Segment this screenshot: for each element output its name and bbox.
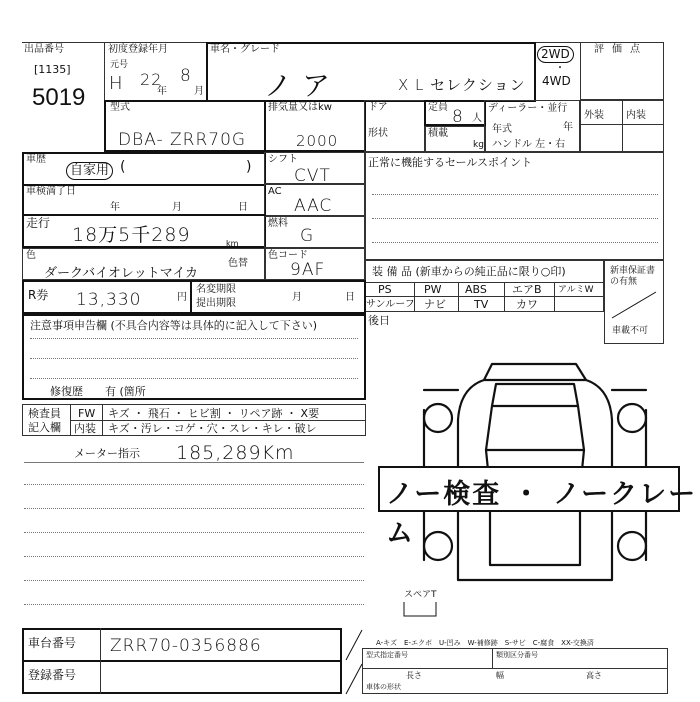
selling-points-label: 正常に機能するセールスポイント — [368, 156, 533, 169]
warranty-na: 車載不可 — [612, 326, 649, 336]
engine-value: 2000 — [296, 132, 339, 150]
inspection-day: 日 — [238, 202, 248, 213]
name-change-month: 月 — [292, 292, 302, 303]
color-code-value: 9AF — [290, 260, 326, 280]
handle-label: ハンドル 左・右 — [492, 139, 566, 150]
capacity-value: 8 — [452, 107, 464, 127]
shape-label: 形状 — [368, 128, 388, 139]
dealer-label: ディーラー・並行 — [488, 103, 568, 114]
drive-4wd: 4WD — [542, 74, 571, 88]
color-label: 色 — [26, 250, 36, 261]
inspector-label1: 検査員 — [28, 407, 61, 420]
mileage-unit: km — [226, 239, 239, 248]
class-label: 類別区分番号 — [496, 651, 538, 659]
spare-label: スペアT — [404, 590, 437, 600]
capacity-label: 定員 — [428, 102, 448, 113]
reg-month: 8 — [180, 66, 192, 86]
color-value: ダークバイオレットマイカ — [44, 266, 199, 281]
chassis-value: ZRR70-0356886 — [110, 636, 262, 656]
spare-bracket — [400, 600, 440, 620]
reg-month-unit: 月 — [194, 86, 204, 97]
vehicle-shape-label: 車体の形状 — [366, 683, 401, 691]
era-value: H — [109, 73, 124, 94]
model-value: DBA- ZRR70G — [118, 130, 247, 150]
dealer-year-label: 年式 — [492, 124, 512, 135]
equip-navi: ナビ — [424, 298, 446, 311]
score-label: 評価点 — [594, 44, 648, 55]
usage-paren-open: ( — [120, 159, 126, 175]
width-label: 幅 — [496, 671, 504, 680]
weight-unit: kg — [473, 140, 484, 150]
equip-pw: PW — [424, 283, 442, 296]
fuel-value: G — [300, 226, 315, 246]
capacity-unit: 人 — [472, 113, 482, 124]
warranty-cross — [608, 290, 660, 320]
usage-box — [22, 152, 266, 186]
mileage-label: 走行 — [26, 216, 51, 230]
name-change-label1: 名変期限 — [196, 284, 236, 295]
equip-airbag: エアB — [512, 283, 542, 296]
ac-label: AC — [268, 186, 282, 197]
model-label: 型式 — [110, 102, 130, 113]
inspector-in: 内装 — [74, 422, 96, 435]
damage-legend: A-キズ E-エクボ U-凹み W-補修跡 S-サビ C-腐食 XX-交換済 — [376, 639, 594, 647]
plate-label: 登録番号 — [28, 668, 77, 682]
recycle-unit: 円 — [177, 292, 187, 303]
mileage-value: 18万5千289 — [72, 224, 191, 246]
equip-tv: TV — [474, 298, 489, 311]
inspector-label2: 記入欄 — [28, 421, 61, 434]
equip-leather: カワ — [516, 298, 538, 311]
usage-value: 自家用 — [66, 162, 113, 180]
recycle-label: R券 — [28, 288, 49, 302]
model-spec-label: 型式指定番号 — [366, 651, 408, 659]
usage-paren-close: ) — [246, 159, 252, 175]
door-label: ドア — [368, 102, 388, 113]
dealer-year-unit: 年 — [563, 122, 573, 133]
lot-label: 出品番号 — [24, 44, 64, 55]
inspection-year: 年 — [110, 202, 120, 213]
registration-label: 初度登録年月 — [108, 44, 168, 55]
inspection-month: 月 — [172, 202, 182, 213]
name-change-day: 日 — [345, 292, 355, 303]
meter-value: 185,289Km — [176, 442, 295, 464]
equip-sunroof: サンルーフ — [366, 299, 415, 310]
car-name: ノア — [264, 69, 341, 102]
exterior-label: 外装 — [584, 110, 604, 121]
rear-label: 後日 — [368, 314, 390, 327]
usage-label: 車歴 — [26, 154, 46, 165]
drive-dot: ・ — [555, 63, 565, 74]
weight-label: 積載 — [428, 128, 448, 139]
no-inspection-stamp: ノー検査 ・ ノークレーム — [386, 479, 698, 549]
car-name-label: 車名・グレード — [210, 44, 280, 55]
inspector-fw: FW — [78, 407, 96, 420]
shift-value: CVT — [294, 166, 331, 186]
recycle-value: 13,330 — [76, 290, 142, 310]
slash-marks — [340, 628, 364, 698]
color-code-label: 色コード — [268, 250, 308, 261]
name-change-label2: 提出期限 — [196, 298, 236, 309]
car-grade: X L セレクション — [398, 76, 526, 94]
interior-label: 内装 — [626, 110, 646, 121]
lot-session: [1135] — [34, 63, 71, 76]
inspection-label: 車検満了日 — [26, 186, 76, 197]
inspector-fw-items: キズ ・ 飛石 ・ ヒビ割 ・ リペア跡 ・ X要 — [108, 407, 320, 420]
repair-label: 修復歴 有 (箇所 — [50, 385, 146, 398]
engine-label: 排気量又はkw — [268, 102, 332, 113]
equip-alloy: アルミW — [558, 285, 594, 295]
chassis-label: 車台番号 — [28, 636, 77, 650]
lot-number: 5019 — [32, 84, 86, 111]
length-label: 長さ — [406, 671, 422, 680]
equip-abs: ABS — [465, 283, 487, 296]
drive-2wd: 2WD — [537, 46, 574, 63]
ac-value: AAC — [294, 196, 333, 216]
fuel-label: 燃料 — [268, 218, 288, 229]
equipment-label: 装 備 品 (新車からの純正品に限り○印) — [372, 265, 566, 278]
reg-year: 22 — [140, 70, 163, 89]
color-change-label: 色替 — [228, 258, 248, 269]
notes-label: 注意事項申告欄 (不具合内容等は具体的に記入して下さい) — [30, 319, 318, 332]
equip-ps: PS — [378, 283, 392, 296]
warranty-label: 新車保証書の有無 — [610, 266, 656, 287]
inspector-in-items: キズ・汚レ・コゲ・穴・スレ・キレ・破レ — [108, 422, 317, 435]
era-label: 元号 — [110, 60, 129, 70]
height-label: 高さ — [586, 671, 602, 680]
reg-year-unit: 年 — [157, 86, 167, 97]
meter-label: メーター指示 — [74, 447, 140, 460]
shift-label: シフト — [268, 154, 298, 165]
